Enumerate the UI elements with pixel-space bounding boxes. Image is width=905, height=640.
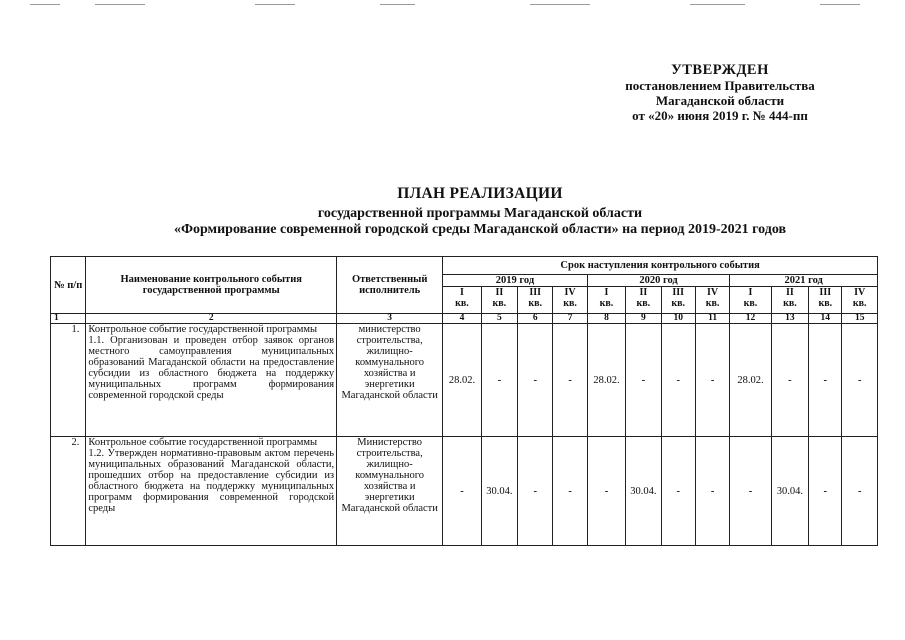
column-number: 15 xyxy=(842,314,878,324)
quarter-cell: IV кв. xyxy=(695,287,729,314)
title-main: ПЛАН РЕАЛИЗАЦИИ xyxy=(397,185,563,202)
event-name xyxy=(86,324,337,437)
year-2020: 2020 год xyxy=(587,275,730,287)
row-number: 1. xyxy=(51,324,86,437)
quarter-cell: III кв. xyxy=(809,287,842,314)
header-deadline: Срок наступления контрольного события xyxy=(443,257,878,275)
column-number: 12 xyxy=(730,314,771,324)
deadline-cell: 28.02. xyxy=(587,324,625,437)
column-number: 13 xyxy=(771,314,808,324)
deadline-cell: - xyxy=(695,437,729,546)
column-number: 10 xyxy=(661,314,695,324)
deadline-cell: 28.02. xyxy=(730,324,771,437)
deadline-cell: - xyxy=(730,437,771,546)
event-detail: 1.2. Утвержден нормативно-правовым актом перечень муниципальных образований Магаданской области, прошедших отбор на предоставление субсидии из областного бюджета на поддержку муниципальных программ формирования современной городской среды xyxy=(88,448,335,514)
document-title xyxy=(60,186,900,239)
row-number: 2. xyxy=(51,437,86,546)
scan-artifact xyxy=(820,4,860,5)
event-detail: 1.1. Организован и проведен отбор заявок органов местного самоуправления муниципальных образований Магаданской области на предоставление субсидии из областного бюджета на поддержку муниципальных программ формирования современной городской среды xyxy=(88,335,335,401)
column-number: 3 xyxy=(337,314,443,324)
deadline-cell: - xyxy=(587,437,625,546)
quarter-cell: I кв. xyxy=(587,287,625,314)
deadline-cell: 30.04. xyxy=(771,437,808,546)
deadline-cell: - xyxy=(626,324,661,437)
deadline-cell: - xyxy=(842,437,878,546)
scan-artifact xyxy=(530,4,590,5)
scan-artifact xyxy=(380,4,415,5)
event-type: Контрольное событие государственной программы xyxy=(88,437,318,448)
column-number: 7 xyxy=(553,314,587,324)
scan-artifact xyxy=(255,4,295,5)
deadline-cell: - xyxy=(809,324,842,437)
approval-line: от «20» июня 2019 г. № 444-пп xyxy=(632,108,808,123)
column-number: 14 xyxy=(809,314,842,324)
deadline-cell: - xyxy=(661,437,695,546)
deadline-cell: - xyxy=(809,437,842,546)
quarter-cell: II кв. xyxy=(771,287,808,314)
title-subtitle: государственной программы Магаданской области xyxy=(317,205,643,221)
column-number: 1 xyxy=(51,314,86,324)
event-name xyxy=(86,437,337,546)
deadline-cell: - xyxy=(553,437,587,546)
plan-table xyxy=(50,256,878,546)
quarter-cell: III кв. xyxy=(518,287,553,314)
quarter-cell: I кв. xyxy=(730,287,771,314)
deadline-cell: - xyxy=(443,437,481,546)
deadline-cell: - xyxy=(842,324,878,437)
deadline-cell: - xyxy=(481,324,517,437)
column-number: 6 xyxy=(518,314,553,324)
header-name: Наименование контрольного события государственной программы xyxy=(86,257,337,314)
table-row xyxy=(51,437,878,546)
column-number: 11 xyxy=(695,314,729,324)
header-executor: Ответственный исполнитель xyxy=(337,257,443,314)
deadline-cell: 30.04. xyxy=(626,437,661,546)
event-type: Контрольное событие государственной программы xyxy=(88,324,318,335)
column-number: 8 xyxy=(587,314,625,324)
deadline-cell: - xyxy=(695,324,729,437)
quarter-cell: III кв. xyxy=(661,287,695,314)
executor: министерство строительства, жилищно-коммунального хозяйства и энергетики Магаданской области xyxy=(337,324,443,437)
executor: Министерство строительства, жилищно-коммунального хозяйства и энергетики Магаданской области xyxy=(337,437,443,546)
deadline-cell: - xyxy=(661,324,695,437)
header-num: № п/п xyxy=(51,257,86,314)
column-number: 9 xyxy=(626,314,661,324)
column-number-row xyxy=(51,314,878,324)
column-number: 5 xyxy=(481,314,517,324)
deadline-cell: - xyxy=(518,324,553,437)
deadline-cell: - xyxy=(518,437,553,546)
table-row xyxy=(51,324,878,437)
quarter-cell: II кв. xyxy=(626,287,661,314)
scan-artifact xyxy=(690,4,745,5)
title-program: «Формирование современной городской среды Магаданской области» на период 2019-2021 годов xyxy=(173,222,787,237)
scan-artifact xyxy=(95,4,145,5)
quarter-cell: I кв. xyxy=(443,287,481,314)
scan-artifact xyxy=(30,4,60,5)
year-2021: 2021 год xyxy=(730,275,878,287)
column-number: 4 xyxy=(443,314,481,324)
deadline-cell: 30.04. xyxy=(481,437,517,546)
column-number: 2 xyxy=(86,314,337,324)
quarter-cell: IV кв. xyxy=(553,287,587,314)
year-2019: 2019 год xyxy=(443,275,588,287)
deadline-cell: 28.02. xyxy=(443,324,481,437)
approval-line: постановлением Правительства xyxy=(625,78,815,93)
approval-stamp xyxy=(600,63,840,123)
quarter-cell: II кв. xyxy=(481,287,517,314)
quarter-cell: IV кв. xyxy=(842,287,878,314)
deadline-cell: - xyxy=(553,324,587,437)
approval-heading: УТВЕРЖДЕН xyxy=(671,62,769,78)
approval-line: Магаданской области xyxy=(655,93,785,108)
deadline-cell: - xyxy=(771,324,808,437)
